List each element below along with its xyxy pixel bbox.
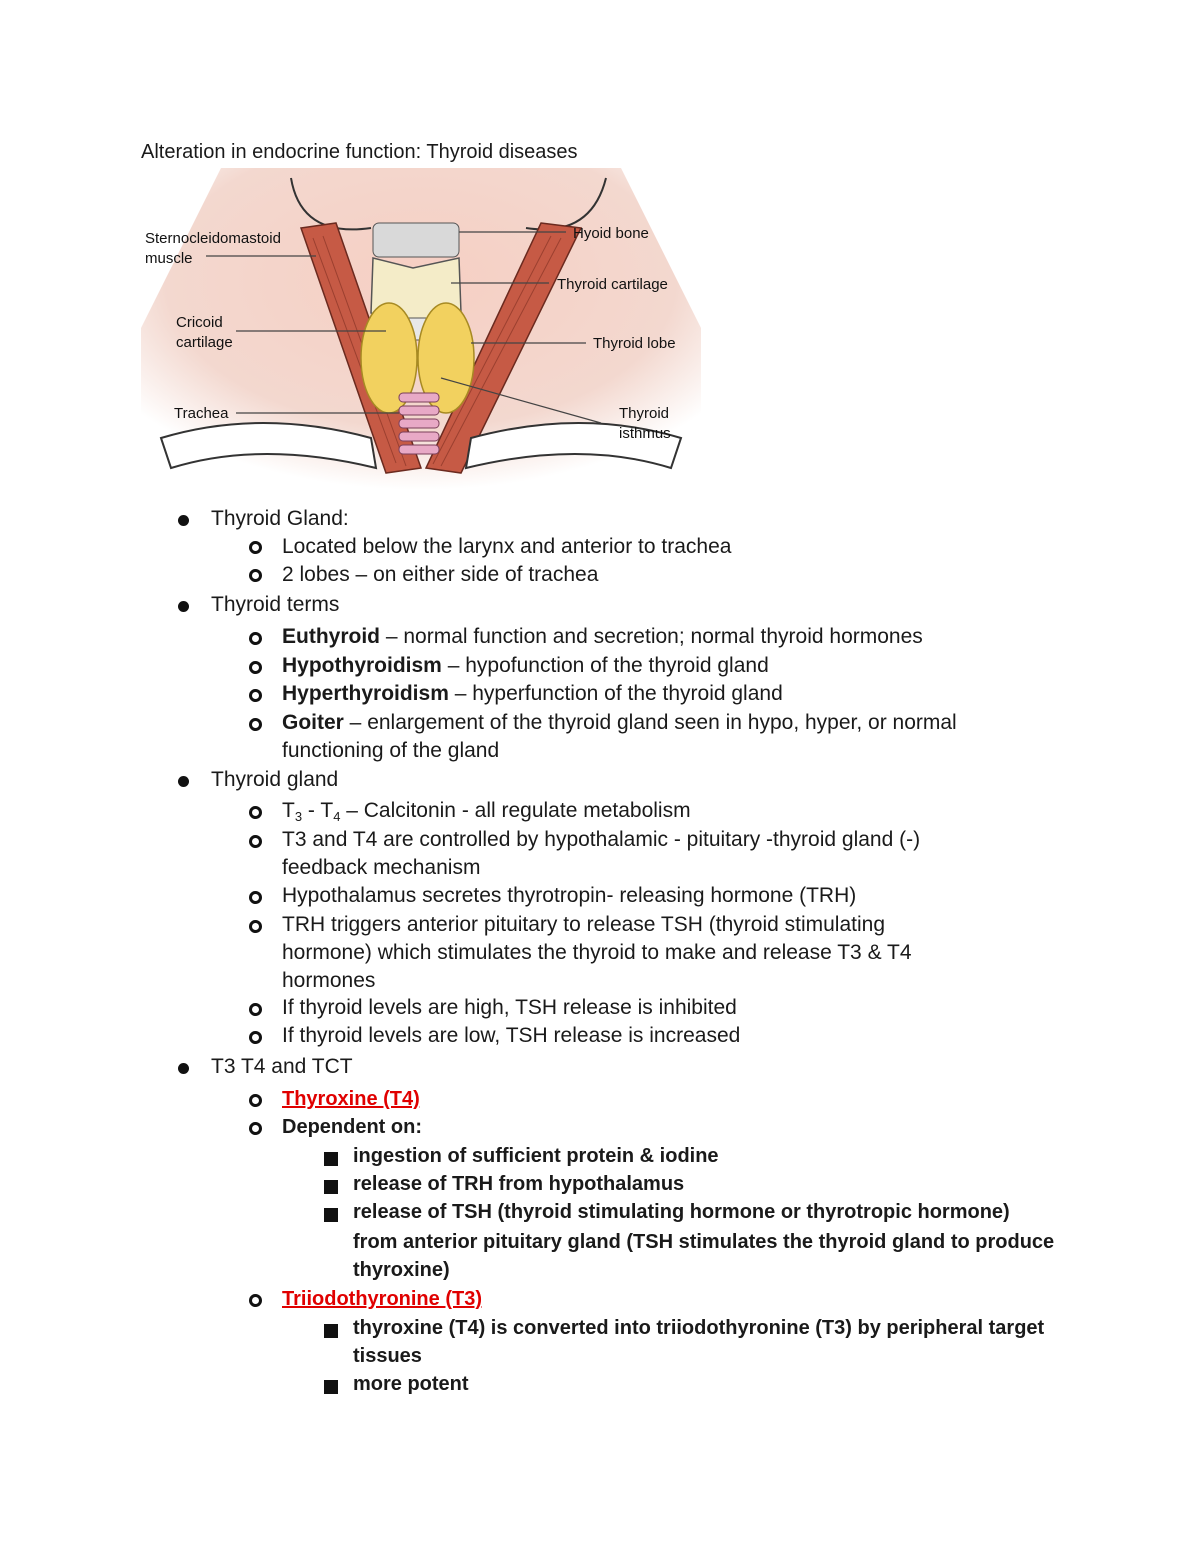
list-item: Hypothalamus secretes thyrotropin- releasing hormone (TRH) [282, 884, 857, 907]
square-bullet-icon [324, 1180, 338, 1194]
bullet-icon [178, 515, 189, 526]
list-item: If thyroid levels are low, TSH release is increased [282, 1024, 741, 1047]
list-item: more potent [353, 1373, 469, 1395]
label-isthmus: Thyroid [619, 405, 670, 422]
thyroxine-heading: Thyroxine (T4) [282, 1088, 420, 1110]
list-item-continuation: from anterior pituitary gland (TSH stimulates the thyroid gland to produce [353, 1231, 1055, 1253]
list-item: Goiter – enlargement of the thyroid gland seen in hypo, hyper, or normal [282, 711, 957, 734]
section-heading: Thyroid Gland: [211, 507, 349, 530]
list-item: thyroxine (T4) is converted into triiodothyronine (T3) by peripheral target [353, 1317, 1045, 1339]
list-item: Located below the larynx and anterior to trachea [282, 535, 732, 558]
list-item: release of TRH from hypothalamus [353, 1173, 685, 1195]
circle-bullet-icon [249, 1294, 262, 1307]
list-item: Hyperthyroidism – hyperfunction of the thyroid gland [282, 682, 783, 705]
label-scm: Sternocleidomastoid [145, 230, 281, 247]
circle-bullet-icon [249, 835, 262, 848]
bullet-icon [178, 776, 189, 787]
list-item-continuation: hormones [282, 969, 376, 992]
square-bullet-icon [324, 1208, 338, 1222]
bullet-icon [178, 1063, 189, 1074]
list-item: 2 lobes – on either side of trachea [282, 563, 599, 586]
bullet-icon [178, 601, 189, 612]
square-bullet-icon [324, 1324, 338, 1338]
list-item: release of TSH (thyroid stimulating hormone or thyrotropic hormone) [353, 1201, 1010, 1223]
label-hyoid: Hyoid bone [573, 225, 649, 242]
section-heading: Thyroid terms [211, 593, 340, 616]
triiodothyronine-heading: Triiodothyronine (T3) [282, 1288, 482, 1310]
square-bullet-icon [324, 1152, 338, 1166]
list-item: If thyroid levels are high, TSH release is inhibited [282, 996, 737, 1019]
section-heading: Thyroid gland [211, 768, 339, 791]
circle-bullet-icon [249, 689, 262, 702]
list-item: ingestion of sufficient protein & iodine [353, 1145, 719, 1167]
section-heading: T3 T4 and TCT [211, 1055, 353, 1078]
list-item-continuation: hormone) which stimulates the thyroid to make and release T3 & T4 [282, 941, 912, 964]
list-item: T3 and T4 are controlled by hypothalamic - pituitary -thyroid gland (-) [282, 828, 921, 851]
circle-bullet-icon [249, 806, 262, 819]
list-item-continuation: feedback mechanism [282, 856, 481, 879]
circle-bullet-icon [249, 1003, 262, 1016]
circle-bullet-icon [249, 541, 262, 554]
circle-bullet-icon [249, 1094, 262, 1107]
list-item-continuation: thyroxine) [353, 1259, 450, 1281]
circle-bullet-icon [249, 569, 262, 582]
circle-bullet-icon [249, 1122, 262, 1135]
list-item: Euthyroid – normal function and secretion; normal thyroid hormones [282, 625, 923, 648]
circle-bullet-icon [249, 920, 262, 933]
dependent-on-heading: Dependent on: [282, 1116, 422, 1138]
list-item: Hypothyroidism – hypofunction of the thyroid gland [282, 654, 769, 677]
list-item-continuation: functioning of the gland [282, 739, 500, 762]
square-bullet-icon [324, 1380, 338, 1394]
list-item: $T_3 - T_4$ – Calcitonin - all regulate metabolism [282, 799, 691, 824]
circle-bullet-icon [249, 718, 262, 731]
thyroid-anatomy-figure [141, 168, 701, 490]
list-item-continuation: tissues [353, 1345, 422, 1367]
page-title: Alteration in endocrine function: Thyroid diseases [141, 141, 578, 163]
label-thyroid-lobe: Thyroid lobe [593, 335, 676, 352]
list-item: TRH triggers anterior pituitary to release TSH (thyroid stimulating [282, 913, 886, 936]
circle-bullet-icon [249, 661, 262, 674]
circle-bullet-icon [249, 1031, 262, 1044]
circle-bullet-icon [249, 632, 262, 645]
label-isthmus-2: isthmus [619, 425, 671, 442]
label-cricoid: Cricoid [176, 314, 223, 331]
label-trachea: Trachea [174, 405, 229, 422]
label-thyroid-cartilage: Thyroid cartilage [557, 276, 668, 293]
circle-bullet-icon [249, 891, 262, 904]
label-scm-2: muscle [145, 250, 193, 267]
label-cricoid-2: cartilage [176, 334, 233, 351]
